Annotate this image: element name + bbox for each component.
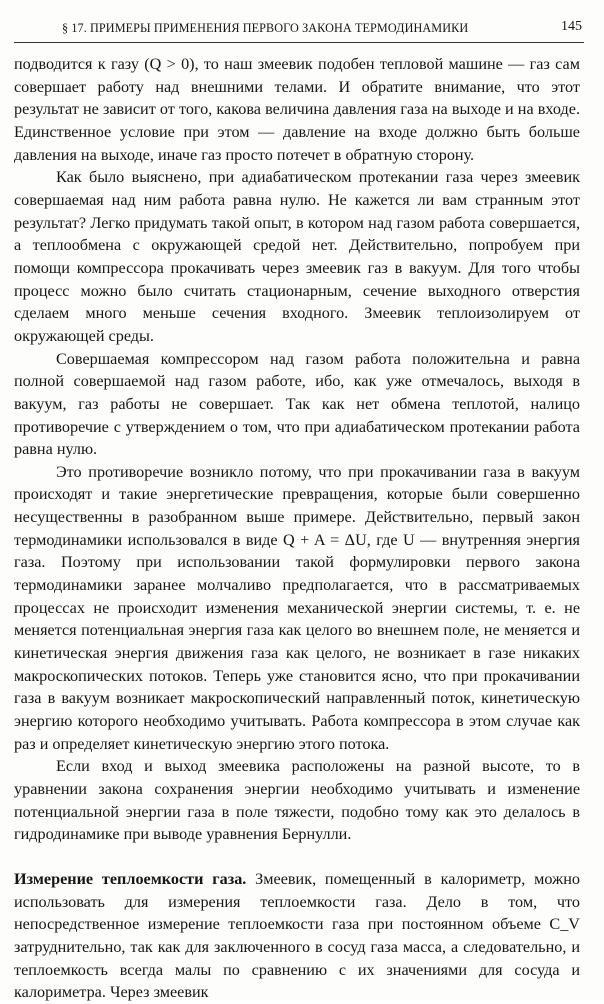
paragraph: Как было выяснено, при адиабатическом протекании газа через змеевик совершаемая над ним работа равна нулю. Не кажется ли вам странным этот результат? Легко придумать такой опыт, в котором над газом работа совершается, а теплообмена с окружающей средой нет. Действительно, попробуем при помощи компрессора прокачивать через змеевик газ в вакуум. Для того чтобы процесс можно было считать стационарным, сечение выходного отверстия сделаем много меньше сечения входного. Змеевик теплоизолируем от окружающей среды. (14, 168, 580, 345)
running-head: § 17. ПРИМЕРЫ ПРИМЕНЕНИЯ ПЕРВОГО ЗАКОНА ТЕРМОДИНАМИКИ (62, 21, 469, 35)
section-gap (14, 846, 580, 868)
paragraph-section-start (14, 868, 580, 1004)
body-text (14, 53, 580, 1004)
section-text: Змеевик, помещенный в калориметр, можно использовать для измерения теплоемкости газа. Дело в том, что непосредственное измерение теплоемкости газа при постоянном объеме C_V затруднительно, так как для заключенного в сосуд газа масса, а следовательно, и теплоемкость всегда малы по сравнению с их значениями для сосуда и калориметра. Через змеевик (14, 869, 580, 1002)
page-number: 145 (561, 19, 582, 34)
paragraph: Если вход и выход змеевика расположены на разной высоте, то в уравнении закона сохранения энергии необходимо учитывать и изменение потенциальной энергии газа в поле тяжести, подобно тому как это делалось в гидродинамике при выводе уравнения Бернулли. (14, 757, 580, 844)
paragraph: Это противоречие возникло потому, что при прокачивании газа в вакуум происходят и такие энергетические превращения, которые были совершенно несущественны в разобранном выше примере. Действительно, первый закон термодинамики использовался в виде Q + A = ΔU, где U — внутренняя энергия газа. Поэтому при использовании такой формулировки первого закона термодинамики заранее молчаливо предполагается, что в рассматриваемых процессах не происходит изменения механической энергии системы, т. е. не меняется потенциальная энергия газа как целого во внешнем поле, не меняется и кинетическая энергия движения газа как целого, не возникает в газе никаких макроскопических потоков. Теперь уже становится ясно, что при прокачивании газа в вакуум возникает макроскопический направленный поток, кинетическую энергию которого необходимо учитывать. Работа компрессора в этом случае как раз и определяет кинетическую энергию этого потока. (14, 462, 580, 753)
section-heading: Измерение теплоемкости газа. (14, 869, 247, 888)
paragraph: Совершаемая компрессором над газом работа положительна и равна полной совершаемой над газом работе, ибо, как уже отмечалось, выходя в вакуум, газ работы не совершает. Так как нет обмена теплотой, налицо противоречие с утверждением о том, что при адиабатическом протекании работа равна нулю. (14, 349, 580, 459)
paragraph: подводится к газу (Q > 0), то наш змеевик подобен тепловой машине — газ сам совершает работу над внешними телами. И обратите внимание, что этот результат не зависит от того, какова величина давления газа на выходе и на входе. Единственное условие при этом — давление на входе должно быть больше давления на выходе, иначе газ просто потечет в обратную сторону. (14, 55, 580, 164)
page-header (14, 12, 584, 43)
